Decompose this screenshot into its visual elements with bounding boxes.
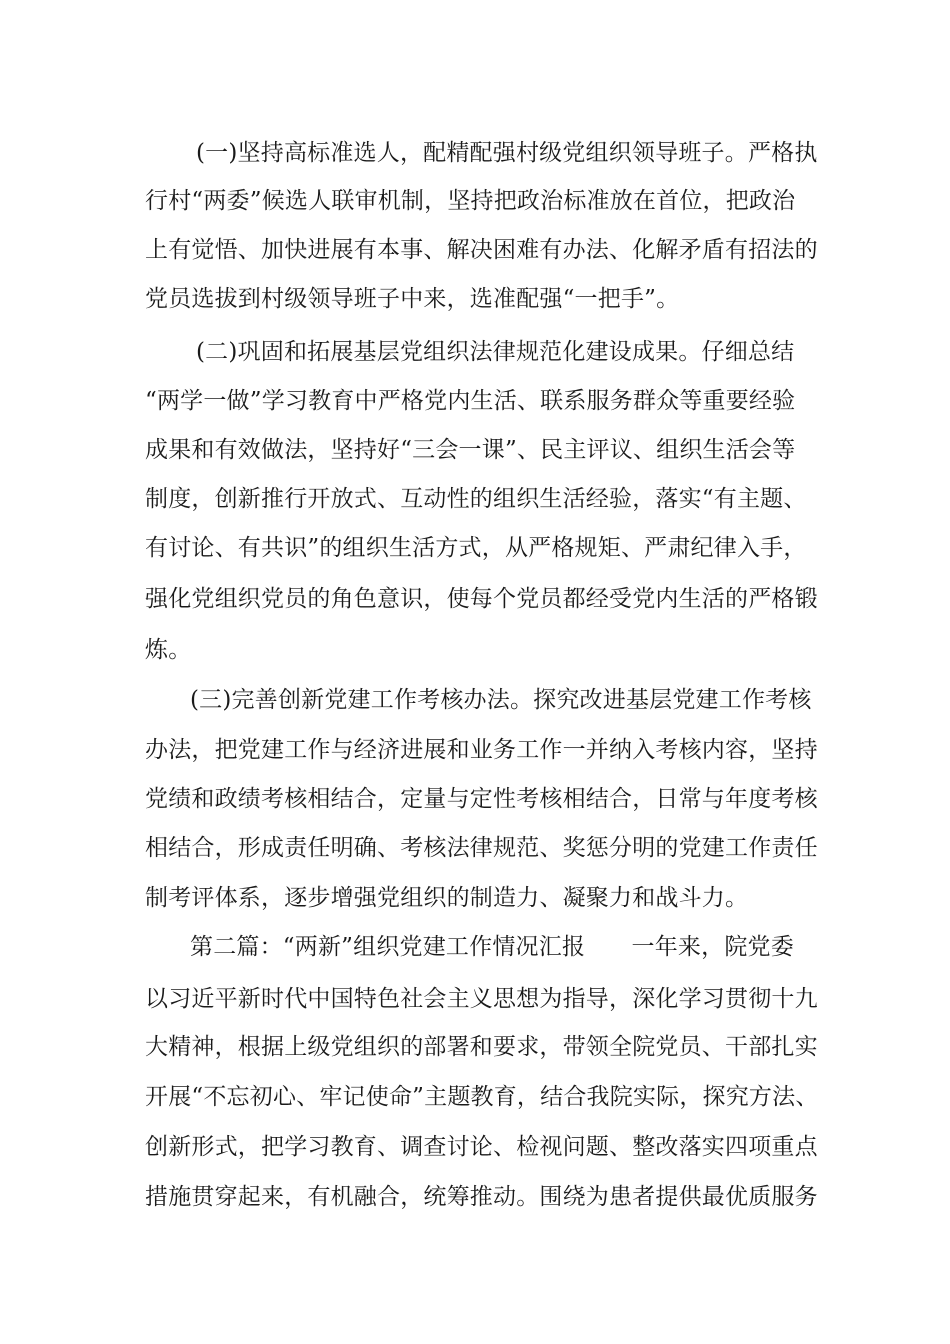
paragraph-1-line-3: 上有觉悟、加快进展有本事、解决困难有办法、化解矛盾有招法的 [145,237,818,263]
paragraph-4-line-6: 措施贯穿起来，有机融合，统筹推动。围绕为患者提供最优质服务 [145,1184,818,1210]
paragraph-4-line-1: 第二篇：“两新”组织党建工作情况汇报 一年来，院党委 [190,934,794,960]
paragraph-2-line-7: 炼。 [145,637,192,663]
paragraph-3-line-3: 党绩和政绩考核相结合，定量与定性考核相结合，日常与年度考核 [145,786,818,812]
paragraph-4-line-5: 创新形式，把学习教育、调查讨论、检视问题、整改落实四项重点 [145,1134,818,1160]
paragraph-4-line-2: 以习近平新时代中国特色社会主义思想为指导，深化学习贯彻十九 [145,986,818,1012]
paragraph-4-line-3: 大精神，根据上级党组织的部署和要求，带领全院党员、干部扎实 [145,1034,818,1060]
paragraph-2-line-2: “两学一做”学习教育中严格党内生活、联系服务群众等重要经验 [145,388,796,414]
paragraph-1-line-2: 行村“两委”候选人联审机制，坚持把政治标准放在首位，把政治 [145,188,796,214]
paragraph-1-line-1: (一)坚持高标准选人，配精配强村级党组织领导班子。严格执 [196,140,818,166]
paragraph-2-line-6: 强化党组织党员的角色意识，使每个党员都经受党内生活的严格锻 [145,586,818,612]
paragraph-2-line-5: 有讨论、有共识”的组织生活方式，从严格规矩、严肃纪律入手， [145,535,807,561]
paragraph-3-line-2: 办法，把党建工作与经济进展和业务工作一并纳入考核内容，坚持 [145,737,818,763]
paragraph-3-line-5: 制考评体系，逐步增强党组织的制造力、凝聚力和战斗力。 [145,885,749,911]
paragraph-3-line-1: (三)完善创新党建工作考核办法。探究改进基层党建工作考核 [190,687,812,713]
paragraph-4-line-4: 开展“不忘初心、牢记使命”主题教育，结合我院实际，探究方法、 [145,1084,819,1110]
paragraph-2-line-1: (二)巩固和拓展基层党组织法律规范化建设成果。仔细总结 [196,339,795,365]
paragraph-1-line-4: 党员选拔到村级领导班子中来，选准配强“一把手”。 [145,286,680,312]
paragraph-3-line-4: 相结合，形成责任明确、考核法律规范、奖惩分明的党建工作责任 [145,835,818,861]
paragraph-2-line-3: 成果和有效做法，坚持好“三会一课”、民主评议、组织生活会等 [145,437,796,463]
paragraph-2-line-4: 制度，创新推行开放式、互动性的组织生活经验，落实“有主题、 [145,486,807,512]
